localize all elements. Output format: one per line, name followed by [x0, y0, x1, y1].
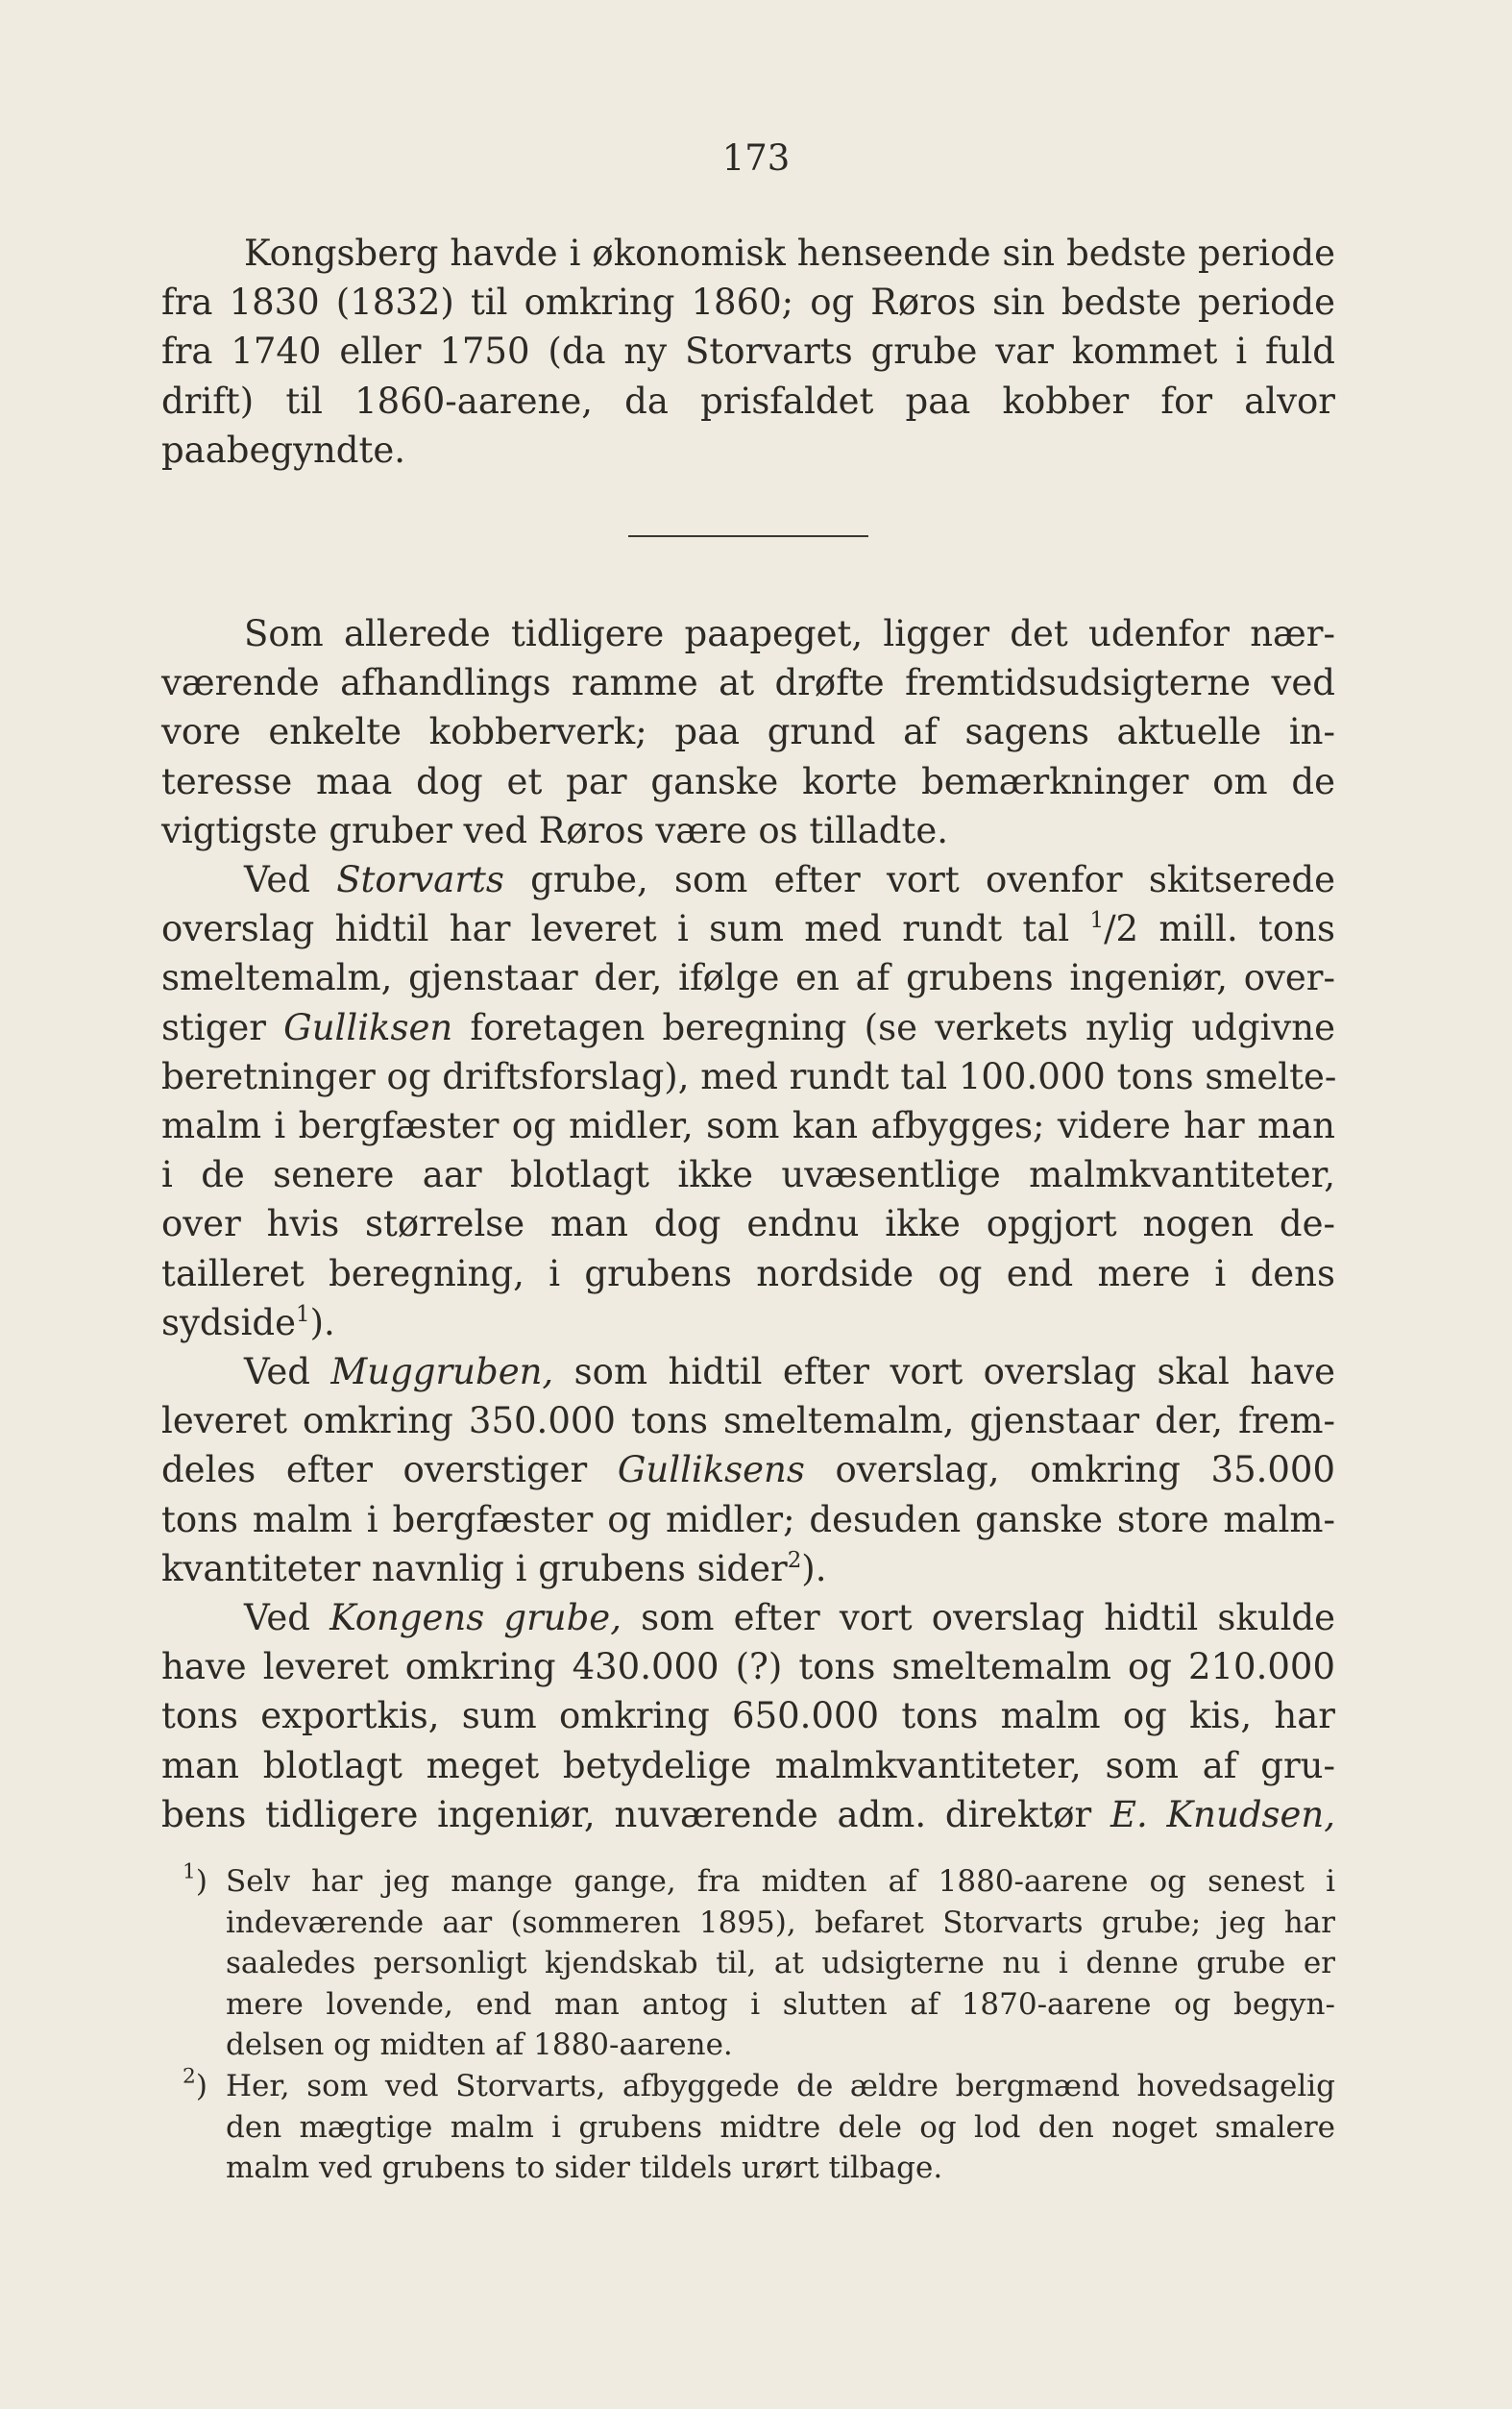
text-line: fra 1830 (1832) til omkring 1860; og Røros sin bedste periode — [161, 282, 1335, 324]
text-fragment: overslag, omkring 35.000 — [804, 1449, 1335, 1491]
footnote-line: saaledes personligt kjendskab til, at udsigterne nu i denne grube er — [226, 1946, 1335, 1981]
footnote-number: 2 — [183, 2064, 196, 2089]
text-line: fra 1740 eller 1750 (da ny Storvarts grube var kommet i fuld — [161, 331, 1335, 373]
paragraph-kongsberg — [161, 229, 1335, 475]
text-fragment: Ved — [244, 1597, 330, 1639]
text-line — [161, 1544, 1335, 1593]
mine-name-muggruben: Muggruben, — [330, 1351, 554, 1393]
text-line — [161, 904, 1335, 953]
footnote-marker: $^2$) — [183, 2064, 207, 2103]
text-line: over hvis størrelse man dog endnu ikke opgjort nogen de- — [161, 1203, 1335, 1245]
footnote-line: Selv har jeg mange gange, fra midten af 1880-aarene og senest i — [226, 1864, 1335, 1899]
text-line: man blotlagt meget betydelige malmkvantiteter, som af gru- — [161, 1744, 1335, 1786]
paragraph-kongens-grube — [161, 1593, 1335, 1839]
footnote-line: malm ved grubens to sider tildels urørt tilbage. — [226, 2151, 943, 2186]
section-divider — [628, 535, 868, 537]
paragraph-muggruben — [161, 1347, 1335, 1593]
text-fragment: Ved — [244, 859, 337, 901]
text-line — [161, 1790, 1335, 1839]
text-line: malm i bergfæster og midler, som kan afbygges; videre har man — [161, 1105, 1335, 1147]
text-line: smeltemalm, gjenstaar der, ifølge en af grubens ingeniør, over- — [161, 957, 1335, 999]
text-line — [161, 1445, 1335, 1494]
text-fragment: mill. tons — [1138, 908, 1335, 950]
footnote-line: delsen og midten af 1880-aarene. — [226, 2028, 733, 2063]
text-line: beretninger og driftsforslag), med rundt tal 100.000 tons smelte- — [161, 1055, 1337, 1097]
footnote-line: indeværende aar (sommeren 1895), befaret Storvarts grube; jeg har — [226, 1905, 1335, 1940]
text-line: have leveret omkring 430.000 (?) tons smeltemalm og 210.000 — [161, 1646, 1335, 1688]
text-line: i de senere aar blotlagt ikke uvæsentlige malmkvantiteter, — [161, 1154, 1335, 1196]
text-fragment: stiger — [161, 1006, 284, 1048]
text-line: vigtigste gruber ved Røros være os tilladte. — [161, 809, 949, 851]
text-line: tailleret beregning, i grubens nordside og end mere i dens — [161, 1252, 1335, 1294]
text-line: værende afhandlings ramme at drøfte fremtidsudsigterne ved — [161, 662, 1335, 704]
footnote-ref: 1 — [295, 1301, 310, 1327]
text-fragment: Ved — [244, 1351, 331, 1393]
text-line — [161, 1003, 1335, 1052]
mine-name-kongens-grube: Kongens grube, — [329, 1597, 622, 1639]
text-fragment: ). — [309, 1301, 335, 1343]
text-line — [161, 1298, 1335, 1347]
text-line: Kongsberg havde i økonomisk henseende sin bedste periode — [244, 233, 1335, 274]
fraction-denominator: /2 — [1104, 908, 1139, 950]
text-fragment: ). — [801, 1547, 827, 1589]
text-fragment: overslag hidtil har leveret i sum med rundt tal — [161, 908, 1090, 950]
text-line — [161, 855, 1335, 904]
text-line: tons malm i bergfæster og midler; desuden ganske store malm- — [161, 1498, 1335, 1540]
text-line: leveret omkring 350.000 tons smeltemalm, gjenstaar der, frem- — [161, 1400, 1335, 1442]
text-line: tons exportkis, sum omkring 650.000 tons malm og kis, har — [161, 1695, 1335, 1737]
text-line — [161, 1593, 1335, 1642]
footnote-line: mere lovende, end man antog i slutten af 1870-aarene og begyn- — [226, 1986, 1335, 2022]
text-fragment: foretagen beregning (se verkets nylig udgivne — [452, 1006, 1335, 1048]
person-name-knudsen: E. Knudsen, — [1110, 1793, 1336, 1835]
footnote-line: den mægtige malm i grubens midtre dele og lod den noget smalere — [226, 2109, 1335, 2145]
text-line: paabegyndte. — [161, 429, 406, 471]
text-line: Som allerede tidligere paapeget, ligger det udenfor nær- — [244, 613, 1335, 654]
text-fragment: kvantiteter navnlig i grubens sider — [161, 1547, 788, 1589]
footnote-2 — [183, 2066, 1335, 2189]
text-fragment: bens tidligere ingeniør, nuværende adm. direktør — [161, 1793, 1111, 1835]
text-fragment: sydside — [161, 1301, 296, 1343]
person-name-gulliksens: Gulliksens — [617, 1449, 805, 1491]
text-fragment: som hidtil efter vort overslag skal have — [553, 1351, 1335, 1393]
footnote-ref: 2 — [787, 1547, 802, 1573]
text-line: drift) til 1860-aarene, da prisfaldet paa kobber for alvor — [161, 380, 1335, 422]
section-future-prospects — [161, 609, 1335, 1839]
footnotes — [183, 1861, 1335, 2189]
paragraph-intro — [161, 609, 1335, 855]
text-fragment: deles efter overstiger — [161, 1449, 618, 1491]
person-name-gulliksen: Gulliksen — [283, 1006, 453, 1048]
page-number: 173 — [721, 137, 791, 179]
text-fragment: som efter vort overslag hidtil skulde — [621, 1597, 1335, 1639]
text-line: vore enkelte kobberverk; paa grund af sagens aktuelle in- — [161, 711, 1335, 753]
footnote-1 — [183, 1861, 1335, 2066]
footnote-number: 1 — [183, 1859, 196, 1884]
text-line — [161, 1347, 1335, 1396]
fraction-numerator: 1 — [1089, 908, 1105, 933]
text-fragment: grube, som efter vort ovenfor skitserede — [503, 859, 1335, 901]
footnote-marker: $^1$) — [183, 1859, 207, 1899]
mine-name-storvarts: Storvarts — [336, 859, 504, 901]
paragraph-storvarts — [161, 855, 1335, 1347]
text-line: teresse maa dog et par ganske korte bemærkninger om de — [161, 760, 1335, 802]
footnote-line: Her, som ved Storvarts, afbyggede de ældre bergmænd hovedsagelig — [226, 2068, 1335, 2103]
